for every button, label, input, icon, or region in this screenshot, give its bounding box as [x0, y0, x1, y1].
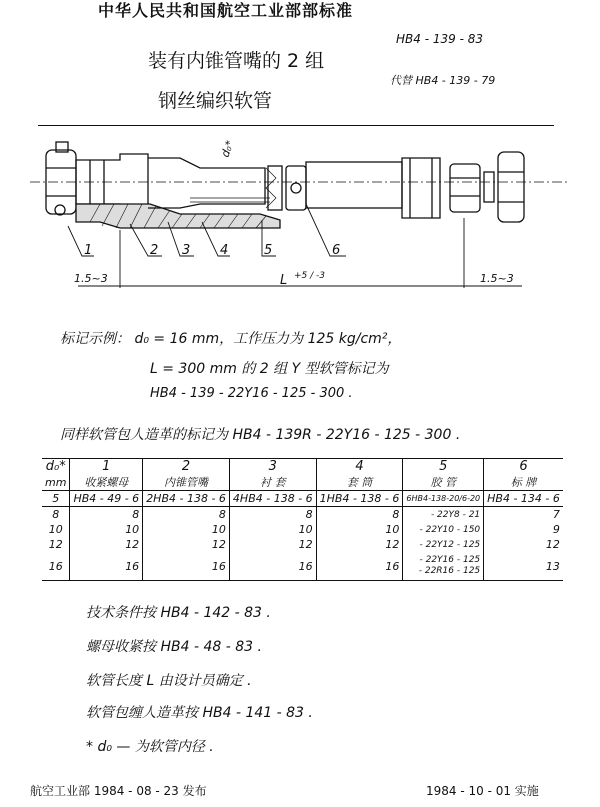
table-cell: - 22Y8 - 21 — [403, 507, 484, 523]
right-nut — [450, 164, 480, 212]
diameter-mark: d₀* — [218, 138, 237, 160]
callout-6: 6 — [332, 243, 341, 258]
table-row — [42, 507, 563, 523]
right-socket — [402, 158, 440, 218]
column-header: 衬 套 — [229, 474, 316, 491]
table-row — [42, 552, 563, 581]
effective-date: 1984 - 10 - 01 实施 — [426, 784, 539, 798]
table-cell: 7 — [484, 507, 563, 523]
nipple-body — [76, 154, 148, 208]
example-line-2: L = 300 mm 的 2 组 Y 型软管标记为 — [150, 361, 389, 377]
table-cell: 16 — [316, 552, 403, 581]
note-5: * d₀ — 为软管内径 . — [86, 739, 214, 755]
table-row — [42, 537, 563, 552]
title-line-2: 钢丝编织软管 — [158, 90, 273, 112]
note-4: 软管包缠人造革按 HB4 - 141 - 83 . — [86, 705, 313, 721]
callout-1: 1 — [84, 243, 93, 258]
table-cell: HB4 - 49 - 6 — [70, 491, 143, 507]
table-cell: 5 — [42, 491, 70, 507]
table-cell: 10 — [229, 522, 316, 537]
table-cell: 8 — [52, 508, 60, 521]
table-cell: 12 — [229, 537, 316, 552]
table-cell: 16 — [143, 552, 230, 581]
column-header: 胶 管 — [403, 474, 484, 491]
dim-center: L — [280, 273, 288, 288]
table-cell: 12 — [48, 538, 63, 551]
callout-3: 3 — [182, 243, 191, 258]
col-number: 6 — [484, 459, 563, 475]
column-header: mm — [42, 474, 70, 491]
header-rule — [38, 125, 554, 126]
hose — [306, 162, 402, 208]
table-cell: 10 — [316, 522, 403, 537]
title-line-1: 装有内锥管嘴的 2 组 — [148, 50, 325, 72]
issue-date: 航空工业部 1984 - 08 - 23 发布 — [30, 784, 207, 798]
callout-4: 4 — [220, 243, 229, 258]
table-cell: 12 — [316, 537, 403, 552]
table-cell — [403, 552, 484, 581]
table-cell: - 22Y12 - 125 — [403, 537, 484, 552]
column-header: 标 牌 — [484, 474, 563, 491]
col-number: 1 — [70, 459, 143, 475]
note-3: 软管长度 L 由设计员确定 . — [86, 673, 252, 689]
table-cell: 10 — [48, 523, 63, 536]
leather-wrap-example: 同样软管包人造革的标记为 HB4 - 139R - 22Y16 - 125 - 300 . — [60, 427, 461, 443]
braid — [190, 168, 276, 208]
hose-code-y: - 22Y16 - 125 — [419, 555, 481, 565]
table-row — [42, 522, 563, 537]
parts-table — [42, 458, 563, 581]
note-1: 技术条件按 HB4 - 142 - 83 . — [86, 605, 271, 621]
table-header-row — [42, 474, 563, 491]
example-line-1: 标记示例： d₀ = 16 mm，工作压力为 125 kg/cm²， — [60, 331, 402, 347]
table-cell: 12 — [143, 537, 230, 552]
table-cell: 4HB4 - 138 - 6 — [229, 491, 316, 507]
table-column-numbers — [42, 459, 563, 475]
table-cell: 8 — [229, 507, 316, 523]
dim-right: 1.5~3 — [480, 272, 514, 285]
table-cell: 2HB4 - 138 - 6 — [143, 491, 230, 507]
table-row — [42, 491, 563, 507]
standard-header: 中华人民共和国航空工业部部标准 — [98, 1, 354, 20]
dim-left: 1.5~3 — [74, 272, 108, 285]
ferrule — [286, 166, 306, 210]
table-cell: 10 — [70, 522, 143, 537]
table-cell: 13 — [484, 552, 563, 581]
callout-2: 2 — [150, 243, 159, 258]
col-number: 3 — [229, 459, 316, 475]
note-2: 螺母收紧按 HB4 - 48 - 83 . — [86, 639, 262, 655]
col-number: 5 — [403, 459, 484, 475]
table-cell: 12 — [70, 537, 143, 552]
socket — [148, 158, 265, 208]
table-cell: 16 — [70, 552, 143, 581]
table-cell: HB4 - 134 - 6 — [484, 491, 563, 507]
table-cell: 1HB4 - 138 - 6 — [316, 491, 403, 507]
table-cell: 6HB4-138-20/6-20 — [403, 491, 484, 507]
hose-assembly-drawing — [30, 138, 570, 298]
hose-code-r: - 22R16 - 125 — [418, 566, 481, 576]
col-number: 4 — [316, 459, 403, 475]
braid-ring — [268, 166, 282, 210]
table-cell: 8 — [316, 507, 403, 523]
table-cell: 9 — [484, 522, 563, 537]
column-header: 收紧螺母 — [70, 474, 143, 491]
table-cell: 8 — [143, 507, 230, 523]
table-cell: - 22Y10 - 150 — [403, 522, 484, 537]
table-cell: 10 — [143, 522, 230, 537]
table-cell: 12 — [484, 537, 563, 552]
standard-code: HB4 - 139 - 83 — [396, 32, 483, 46]
col-number: 2 — [143, 459, 230, 475]
column-header: 套 筒 — [316, 474, 403, 491]
col-number: d₀* — [42, 459, 70, 475]
table-cell: 16 — [229, 552, 316, 581]
callout-5: 5 — [264, 243, 273, 258]
right-nipple — [484, 172, 494, 202]
example-line-3: HB4 - 139 - 22Y16 - 125 - 300 . — [150, 386, 353, 401]
replaces-code: 代替 HB4 - 139 - 79 — [390, 74, 496, 87]
table-cell: 8 — [70, 507, 143, 523]
table-cell: 16 — [42, 552, 70, 581]
dim-tolerance: +5 / -3 — [294, 271, 325, 281]
column-header: 内锥管嘴 — [143, 474, 230, 491]
right-end-nut — [498, 152, 524, 222]
